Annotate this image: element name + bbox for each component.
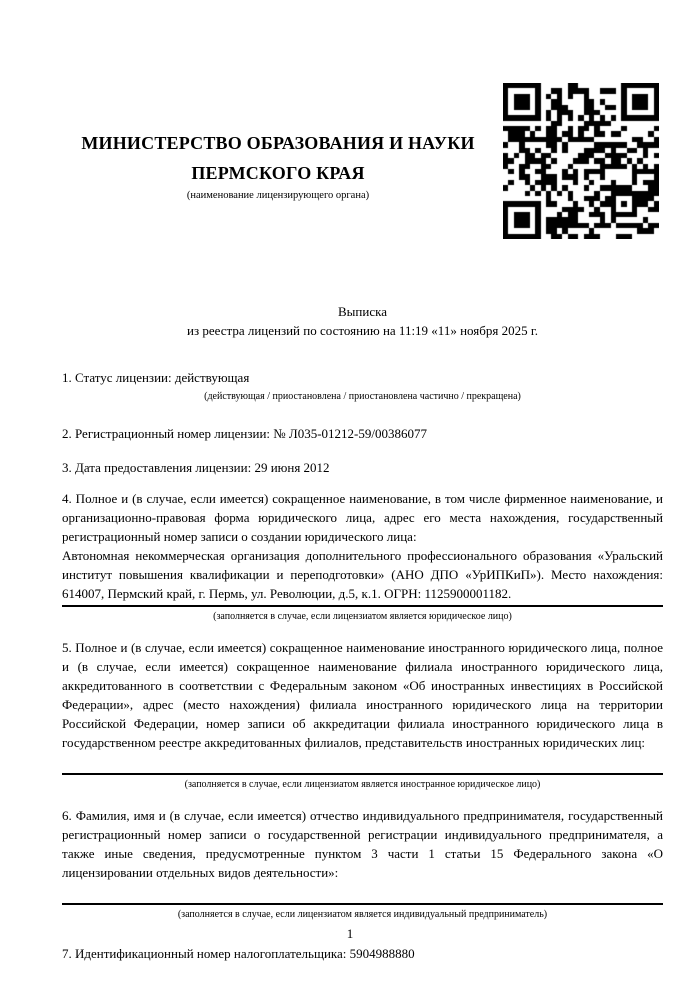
item-6-caption: (заполняется в случае, если лицензиатом является индивидуальный предприниматель) (177, 909, 548, 920)
document-date-line: из реестра лицензий по состоянию на 11:19 «11» ноября 2025 г. (187, 323, 538, 338)
ministry-caption: (наименование лицензирующего органа) (186, 190, 370, 201)
item-4-fill-line (62, 605, 663, 607)
item-4-legal-entity-value: Автономная некоммерческая организация дополнительного профессионального образования «Уральский институт повышения квалификации и переподготовки» (АНО ДПО «УрИПКиП»). Место нахождения: 614007, Пермский край, г. Пермь, ул. Революции, д.5, к.1. ОГРН: 1125900001182. (62, 548, 663, 601)
item-1-license-status: 1. Статус лицензии: действующая (62, 370, 250, 385)
item-5-fill-line (62, 773, 663, 775)
page-number: 1 (346, 926, 354, 941)
qr-code (503, 83, 659, 239)
ministry-name-line1: МИНИСТЕРСТВО ОБРАЗОВАНИЯ И НАУКИ (81, 133, 475, 153)
item-4-legal-entity-intro: 4. Полное и (в случае, если имеется) сокращенное наименование, в том числе фирменное наименование, и организационно-правовая форма юридического лица, адрес его места нахождения, государственный регистрационный номер записи о создании юридического лица: (62, 491, 663, 544)
item-7-taxpayer-id: 7. Идентификационный номер налогоплательщика: 5904988880 (62, 946, 415, 961)
item-5-foreign-entity-intro: 5. Полное и (в случае, если имеется) сокращенное наименование иностранного юридического лица, полное и (в случае, если имеется) сокращенное наименование филиала иностранного юридического лица, аккредитованного в соответствии с Федеральным законом «Об иностранных инвестициях в Российской Федерации», адрес (место нахождения) филиала иностранного юридического лица на территории Российской Федерации, номер записи об аккредитации филиала иностранного юридического лица в государственном реестре аккредитованных филиалов, представительств иностранных юридических лиц: (62, 640, 663, 750)
item-5-caption: (заполняется в случае, если лицензиатом является иностранное юридическое лицо) (184, 779, 541, 790)
ministry-header (62, 128, 494, 201)
item-6-fill-line (62, 903, 663, 905)
ministry-name-line2: ПЕРМСКОГО КРАЯ (191, 163, 365, 183)
item-6-individual-entrepreneur-intro: 6. Фамилия, имя и (в случае, если имеется) отчество индивидуального предпринимателя, государственный регистрационный номер записи о государственной регистрации индивидуального предпринимателя, а также иные сведения, предусмотренные пунктом 3 части 1 статьи 15 Федерального закона «О лицензировании отдельных видов деятельности»: (62, 808, 663, 880)
item-1-status-options-caption: (действующая / приостановлена / приостановлена частично / прекращена) (204, 391, 521, 402)
item-2-registration-number: 2. Регистрационный номер лицензии: № Л035-01212-59/00386077 (62, 426, 428, 441)
document-header (62, 0, 663, 270)
document-title: Выписка (338, 304, 387, 319)
item-4-caption: (заполняется в случае, если лицензиатом является юридическое лицо) (213, 611, 512, 622)
item-3-license-grant-date: 3. Дата предоставления лицензии: 29 июня 2012 (62, 460, 330, 475)
document-title-block (62, 302, 663, 340)
